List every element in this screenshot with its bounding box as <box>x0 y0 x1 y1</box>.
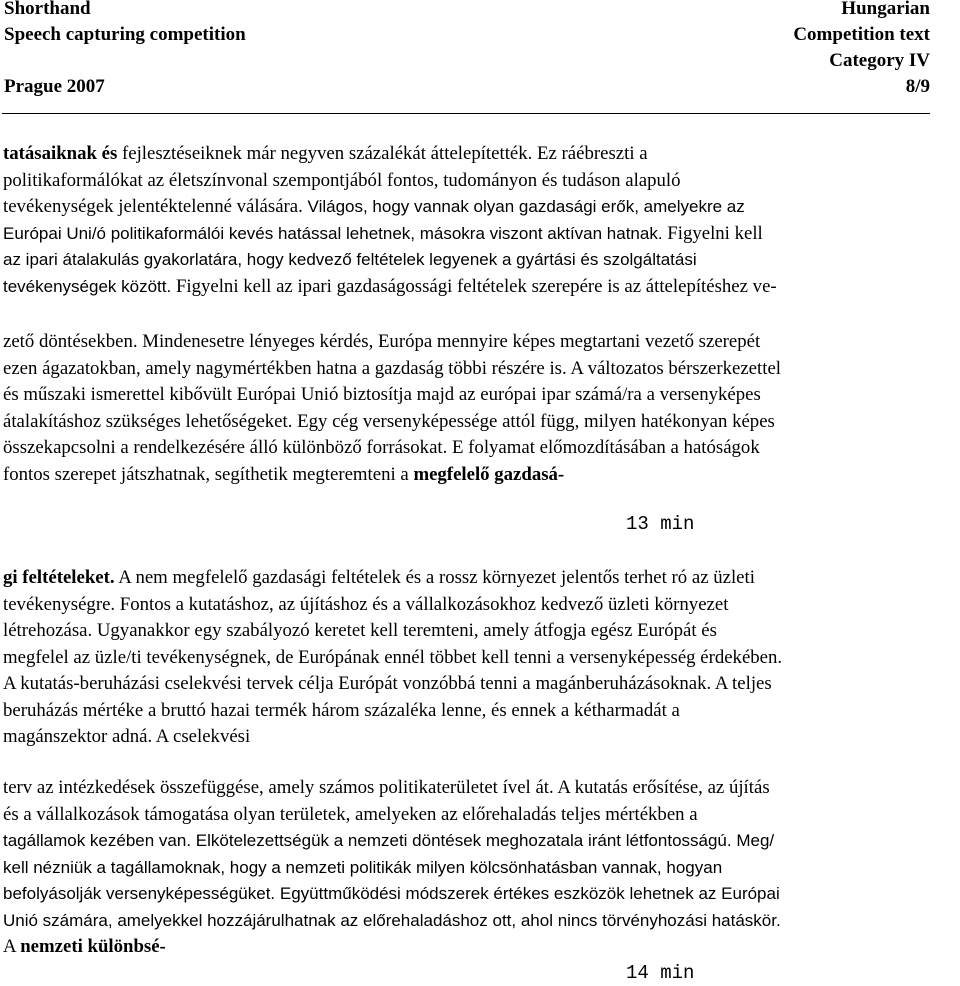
header-left <box>4 0 246 100</box>
text-run: és műszaki ismerettel kibővült Európai Unió biztosítja majd az európai ipar számá/ra a versenyképes <box>3 384 761 405</box>
text-run: létrehozása. Ugyanakkor egy szabályozó keretet kell teremteni, amely átfogja egész Európát és <box>3 620 717 641</box>
bold-text: tatásaiknak és <box>3 143 118 164</box>
text-line <box>3 221 948 248</box>
text-run: Világos, hogy vannak olyan gazdasági erők, amelyekre az <box>307 197 745 216</box>
text-line <box>3 592 948 619</box>
text-line <box>3 828 948 855</box>
text-line <box>3 409 948 436</box>
header-doc-type: Competition text <box>793 24 930 45</box>
text-run: politikaformálókat az életszínvonal szempontjából fontos, tudományon és tudáson alapuló <box>3 169 681 191</box>
text-run: Figyelni kell az ipari gazdaságossági feltételek szerepére is az áttelepítéshez ve- <box>175 275 777 297</box>
text-line <box>3 724 948 751</box>
text-run: magánszektor adná. A cselekvési <box>3 726 251 747</box>
text-run: ezen ágazatokban, amely nagymértékben hatna a gazdaság többi részére is. A változatos bérszerkezettel <box>3 357 782 379</box>
text-run: tagállamok kezében van. Elkötelezettségük a nemzeti döntések meghozatala iránt létfontosságú. Meg/ <box>3 831 775 850</box>
text-line <box>3 671 948 698</box>
text-line <box>3 462 948 489</box>
time-marker-14: 14 min <box>626 962 695 984</box>
text-line <box>3 698 948 725</box>
text-run: átalakításhoz szükséges lehetőségeket. Egy cég versenyképessége attól függ, milyen hatékonyan képes <box>3 410 775 432</box>
text-line <box>3 775 948 802</box>
paragraph-block-2 <box>3 329 948 488</box>
text-run: A <box>3 936 21 957</box>
text-line <box>3 645 948 672</box>
text-run: terv az intézkedések összefüggése, amely számos politikaterületet ível át. A kutatás erősítése, az újítás <box>3 777 770 798</box>
text-line <box>3 855 948 882</box>
text-run: befolyásolják versenyképességüket. Együttműködési módszerek értékes eszközök lehetnek az Európai <box>3 884 780 903</box>
text-run: fontos szerepet játszhatnak, segíthetik megteremteni a <box>3 463 414 485</box>
text-line <box>3 565 948 592</box>
text-line <box>3 168 948 195</box>
paragraph-block-4 <box>3 775 948 961</box>
text-run: Európai Uni/ó politikaformálói kevés hatással lehetnek, másokra viszont aktívan hatnak. <box>3 223 668 243</box>
header-right <box>793 0 930 100</box>
header-divider <box>2 113 930 114</box>
paragraph-block-1 <box>3 141 948 300</box>
text-run: zető döntésekben. Mindenesetre lényeges kérdés, Európa mennyire képes megtartani vezető szerepét <box>3 331 761 352</box>
time-marker-13: 13 min <box>626 513 695 535</box>
text-line <box>3 274 948 301</box>
text-run: az ipari átalakulás gyakorlatára, hogy kedvező feltételek legyenek a gyártási és szolgáltatási <box>3 250 697 269</box>
text-line <box>3 329 948 356</box>
text-run: összekapcsolni a rendelkezésére álló különböző forrásokat. E folyamat előmozdításában a hatóságok <box>3 437 760 458</box>
header-spacer <box>4 48 246 74</box>
text-run: fejlesztéseiknek már negyven százalékát áttelepítették. Ez ráébreszti a <box>117 143 648 164</box>
text-line <box>3 618 948 645</box>
bold-text: megfelelő gazdasá- <box>413 463 565 485</box>
text-run: tevékenységre. Fontos a kutatáshoz, az újításhoz és a vállalkozásokhoz kedvező üzleti környezet <box>3 593 729 615</box>
text-line <box>3 802 948 829</box>
header-language: Hungarian <box>841 0 930 19</box>
header-category-level: Category IV <box>829 50 930 71</box>
text-line <box>3 382 948 409</box>
header-location: Prague 2007 <box>4 76 105 97</box>
text-run: tevékenységek jelentéktelenné válására. <box>3 196 308 217</box>
paragraph-block-3 <box>3 565 948 751</box>
text-line <box>3 881 948 908</box>
header-page-number: 8/9 <box>905 76 930 97</box>
text-run: A kutatás-beruházási cselekvési tervek célja Európát vonzóbbá tenni a magánberuházásoknak. A teljes <box>3 673 772 694</box>
text-run: beruházás mértéke a bruttó hazai termék három százaléka lenne, és ennek a kétharmadát a <box>3 699 680 721</box>
bold-text: gi feltételeket. <box>3 567 115 588</box>
text-line <box>3 934 948 961</box>
text-run: Figyelni kell <box>667 222 763 244</box>
text-line <box>3 194 948 221</box>
text-run: kell nézniük a tagállamoknak, hogy a nemzeti politikák milyen kölcsönhatásban vannak, hogyan <box>3 857 723 877</box>
text-line <box>3 908 948 935</box>
text-line <box>3 435 948 462</box>
text-line <box>3 247 948 274</box>
bold-text: nemzeti különbsé- <box>20 936 166 957</box>
header-event: Speech capturing competition <box>4 24 246 45</box>
text-line <box>3 356 948 383</box>
text-line <box>3 141 948 168</box>
text-run: tevékenységek között. <box>3 276 176 296</box>
text-run: A nem megfelelő gazdasági feltételek és a rossz környezet jelentős terhet ró az üzleti <box>114 567 755 588</box>
header-category: Shorthand <box>4 0 91 19</box>
text-run: Unió számára, amelyekkel hozzájárulhatnak az előrehaladáshoz ott, ahol nincs törvényhozási hatáskör. <box>3 910 781 930</box>
text-run: és a vállalkozások támogatása olyan területek, amelyeken az előrehaladás teljes mértékben a <box>3 803 698 825</box>
text-run: megfelel az üzle/ti tevékenységnek, de Európának ennél többet kell tenni a versenyképesség érdekében. <box>3 646 783 668</box>
